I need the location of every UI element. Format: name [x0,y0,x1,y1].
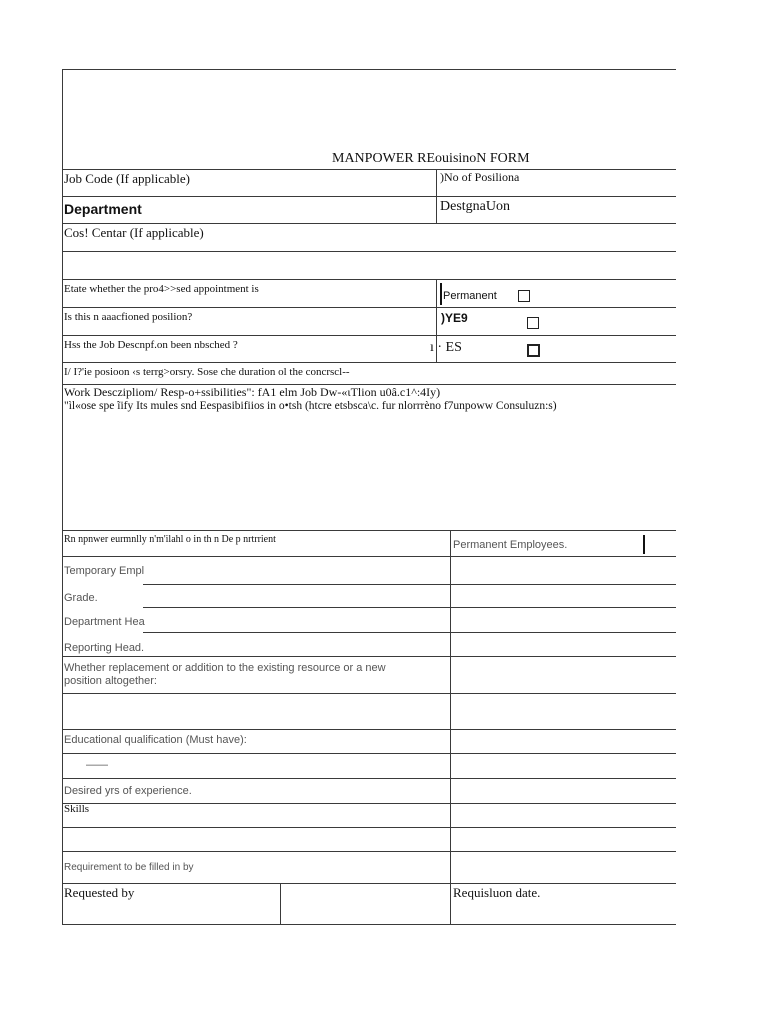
education-entry-dash: —— [86,759,108,771]
current-manpower-label: Rn npnwer eurmnlly n'm'ilahl o in th n De p nrtrrient [64,534,276,545]
department-label: Department [64,201,142,217]
sanctioned-position-label: Is this n aaacfioned posilion? [64,311,193,323]
divider [62,778,676,779]
temporary-employees-field[interactable] [452,558,672,582]
work-description-label: Work Desczipliom/ Resp-o+ssibilities": fA1 elm Job Dw-«ιTlion u0â.c1^:4Iy) [64,385,441,399]
fill-by-field[interactable] [452,853,672,882]
divider [62,251,676,252]
form-title: MANPOWER REouisinoN FORM [332,151,530,166]
permanent-checkbox[interactable] [518,290,530,302]
requested-by-field[interactable] [282,885,448,923]
designation-field[interactable] [540,198,670,222]
no-of-positions-label: )No of Posiliona [440,170,520,184]
grade-label: Grade. [64,592,98,604]
divider [62,362,676,363]
reporting-head-field[interactable] [452,634,672,654]
job-code-field[interactable] [250,171,430,195]
requested-by-label: Requested by [64,885,135,900]
appointment-type-label: Etate whether the pro4>>sed appointment is [64,283,259,295]
education-field[interactable] [452,731,672,752]
label-mask [63,583,143,585]
column-divider [280,883,281,924]
column-divider [450,530,451,924]
permanent-employees-label: Permanent Employees. [453,539,568,551]
requisition-date-label: Requisluon date. [453,885,541,900]
divider [62,656,676,657]
designation-label: DestgnaUon [440,199,510,214]
form-top-border [62,69,676,70]
replacement-field[interactable] [452,658,672,692]
divider [62,169,676,170]
divider [62,729,676,730]
label-mask [63,631,143,633]
text-cursor-marker [643,535,645,554]
job-description-yes-label: ı · ES [430,340,462,355]
divider [62,851,676,852]
permanent-marker [440,283,442,305]
cost-center-label: Cos! Centar (If applicable) [64,225,204,240]
sanctioned-yes-checkbox[interactable] [527,317,539,329]
divider [62,827,676,828]
divider [62,607,676,608]
divider [62,584,676,585]
experience-field[interactable] [452,780,672,802]
divider [62,556,676,557]
form-bottom-border [62,924,676,925]
temporary-employees-label: Temporary Empl [64,565,145,577]
job-description-yes-checkbox[interactable] [527,344,540,357]
divider [62,279,676,280]
job-code-label: Job Code (If applicable) [64,171,190,186]
sanctioned-yes-label: )YE9 [441,311,468,325]
form-left-border [62,69,63,925]
column-divider [436,169,437,196]
job-description-label: Hss the Job Descnpf.on been nbsched ? [64,339,238,351]
temporary-duration-label: I/ I?'ie posioon ‹s terrg>orsry. Sose che duration ol the concrscl-- [64,366,350,378]
column-divider [436,196,437,223]
work-description-field[interactable] [64,418,670,526]
divider [62,307,676,308]
permanent-employees-field[interactable] [580,532,640,554]
work-description-instructions: "ìl«ose spe ĩify Its mules snd Eespasibifiios in o•tsh (htcre etsbsca\c. fur nlorrrèno f7unpoww Consuluzn:s) [64,400,557,412]
divider [62,223,676,224]
label-mask [63,606,143,608]
skills-field[interactable] [452,805,672,826]
no-of-positions-field[interactable] [540,171,670,195]
requisition-date-field[interactable] [560,885,672,923]
divider [62,196,676,197]
department-head-label: Department Hea [64,616,145,628]
divider [62,883,676,884]
department-head-field[interactable] [452,609,672,631]
grade-field[interactable] [452,586,672,606]
permanent-option-label: Permanent [443,290,497,302]
replacement-question-label: Whether replacement or addition to the existing resource or a new [64,662,386,674]
education-label: Educational qualification (Must have): [64,734,247,746]
divider [62,753,676,754]
replacement-question-continued: position altogether: [64,675,157,687]
cost-center-field[interactable] [250,225,670,249]
skills-label: Skills [64,803,90,815]
reporting-head-label: Reporting Head. [64,642,145,654]
divider [62,803,676,804]
experience-label: Desired yrs of experience. [64,785,192,797]
divider [62,335,676,336]
divider [62,632,676,633]
divider [62,693,676,694]
divider [62,530,676,531]
fill-by-label: Requirement to be filled in by [64,862,194,873]
